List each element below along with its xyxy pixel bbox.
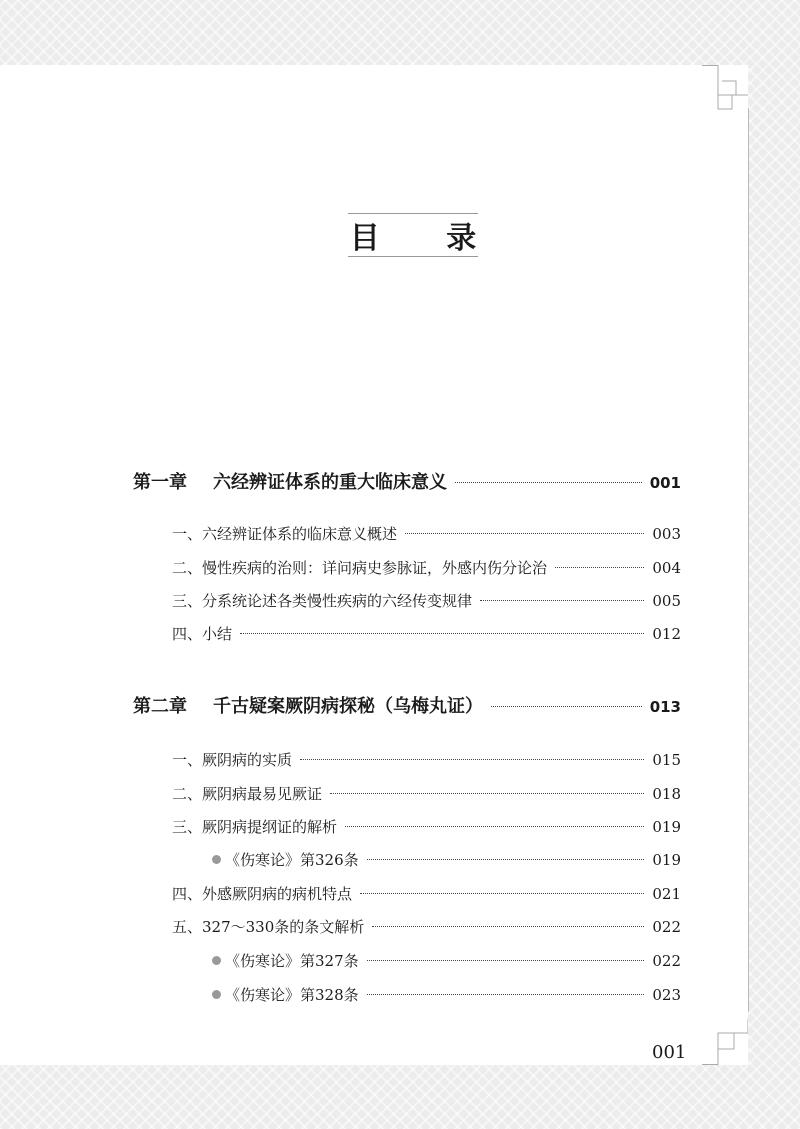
entry-label: 《伤寒论》第327条	[225, 952, 359, 970]
bullet-dot-icon	[212, 956, 221, 965]
toc-entry[interactable]	[172, 816, 681, 837]
dot-leader	[360, 893, 644, 894]
toc-entry[interactable]	[172, 883, 681, 904]
entry-label: 三、厥阴病提纲证的解析	[172, 818, 338, 836]
chapter-number: 第一章	[133, 472, 187, 493]
page-number: 003	[652, 525, 681, 543]
entry-label: 二、厥阴病最易见厥证	[172, 785, 323, 803]
page-number: 015	[652, 751, 681, 769]
frame-border	[748, 108, 749, 1012]
page-number: 018	[652, 785, 681, 803]
bullet-dot-icon	[212, 990, 221, 999]
chapter-title: 千古疑案厥阴病探秘（乌梅丸证）	[213, 696, 483, 717]
entry-label: 《伤寒论》第326条	[225, 851, 359, 869]
page-number: 019	[652, 818, 681, 836]
page-number: 021	[652, 885, 681, 903]
toc-entry[interactable]	[172, 557, 681, 578]
dot-leader	[491, 706, 642, 707]
toc-entry[interactable]	[172, 590, 681, 611]
dot-leader	[330, 793, 644, 794]
toc-entry[interactable]	[172, 916, 681, 937]
entry-label: 四、小结	[172, 625, 233, 643]
page-title: 目 录	[349, 221, 505, 256]
dot-leader	[240, 633, 644, 634]
toc-subentry[interactable]	[212, 950, 681, 971]
toc-chapter-2[interactable]	[133, 692, 681, 718]
page-number: 001	[649, 474, 681, 492]
toc-entry[interactable]	[172, 749, 681, 770]
dot-leader	[367, 994, 645, 995]
toc-entry[interactable]	[172, 523, 681, 544]
dot-leader	[372, 926, 644, 927]
bullet-dot-icon	[212, 855, 221, 864]
page-number: 013	[649, 698, 681, 716]
page-number: 022	[652, 918, 681, 936]
page-number: 005	[652, 592, 681, 610]
dot-leader	[367, 960, 645, 961]
toc-entry[interactable]	[172, 783, 681, 804]
page-number: 019	[652, 851, 681, 869]
page-number: 004	[652, 559, 681, 577]
page-number: 022	[652, 952, 681, 970]
toc-subentry[interactable]	[212, 849, 681, 870]
page-number: 023	[652, 986, 681, 1004]
toc-entry[interactable]	[172, 623, 681, 644]
page-folio: 001	[652, 1042, 687, 1063]
entry-label: 四、外感厥阴病的病机特点	[172, 885, 353, 903]
entry-label: 二、慢性疾病的治则：详问病史参脉证，外感内伤分论治	[172, 559, 548, 577]
dot-leader	[455, 482, 642, 483]
corner-ornament-bottom	[702, 1019, 748, 1065]
dot-leader	[345, 826, 644, 827]
entry-label: 《伤寒论》第328条	[225, 986, 359, 1004]
dot-leader	[405, 533, 644, 534]
chapter-title: 六经辨证体系的重大临床意义	[213, 472, 447, 493]
entry-label: 三、分系统论述各类慢性疾病的六经传变规律	[172, 592, 473, 610]
dot-leader	[555, 567, 644, 568]
toc-chapter-1[interactable]	[133, 468, 681, 494]
entry-label: 五、327～330条的条文解析	[172, 918, 365, 936]
chapter-number: 第二章	[133, 696, 187, 717]
dot-leader	[480, 600, 644, 601]
entry-label: 一、六经辨证体系的临床意义概述	[172, 525, 398, 543]
dot-leader	[367, 859, 645, 860]
toc-title-box	[348, 213, 505, 257]
entry-label: 一、厥阴病的实质	[172, 751, 293, 769]
dot-leader	[300, 759, 644, 760]
toc-subentry[interactable]	[212, 984, 681, 1005]
page-number: 012	[652, 625, 681, 643]
corner-ornament-top	[702, 65, 748, 111]
